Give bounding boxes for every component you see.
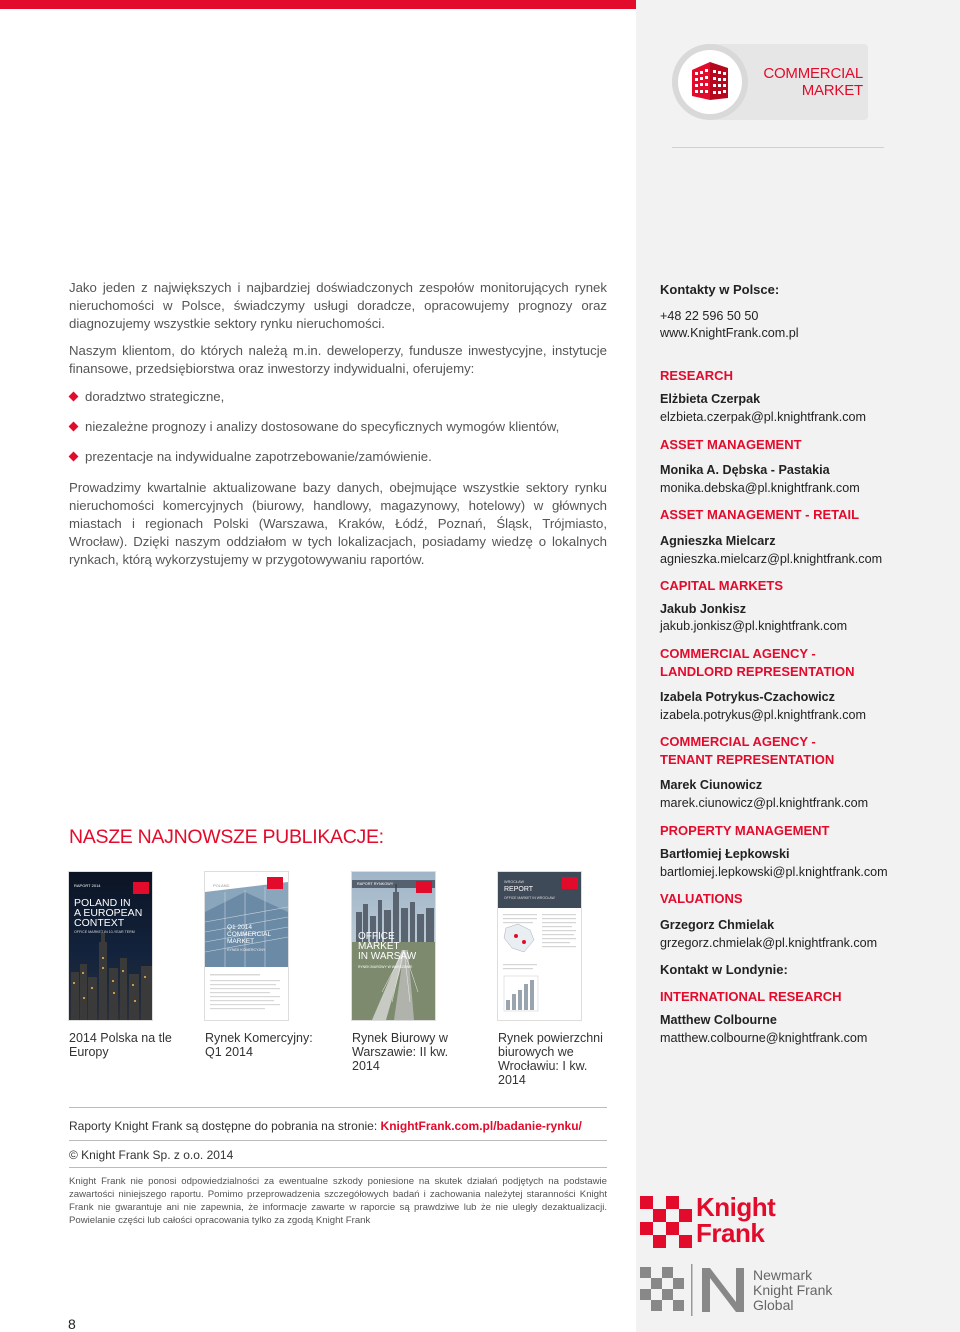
contacts-heading-london: Kontakt w Londynie: <box>660 962 788 978</box>
contact-name: Izabela Potrykus-Czachowicz <box>660 690 835 705</box>
building-icon <box>678 50 742 114</box>
footer-divider <box>69 1167 607 1168</box>
cover-tag: WROCŁAW <box>504 880 525 884</box>
footer-divider <box>69 1140 607 1141</box>
bullet-diamond-icon <box>69 392 79 402</box>
contact-name: Monika A. Dębska - Pastakia <box>660 463 830 478</box>
contact-name: Elżbieta Czerpak <box>660 392 761 407</box>
reports-link[interactable]: KnightFrank.com.pl/badanie-rynku/ <box>380 1119 582 1133</box>
section-landlord-representation: COMMERCIAL AGENCY - LANDLORD REPRESENTATION <box>660 645 855 679</box>
reports-download-line: Raporty Knight Frank są dostępne do pobrania na stronie: KnightFrank.com.pl/badanie-rynku/ <box>69 1119 582 1133</box>
section-capital-markets: CAPITAL MARKETS <box>660 578 784 594</box>
intro-paragraph-2: Naszym klientom, do których należą m.in. deweloperzy, fundusze inwestycyjne, instytucje finansowe, przedsiębiorstwa oraz inwestorzy indywidualni, oferujemy: <box>69 342 607 376</box>
publication-caption: 2014 Polska na tle Europy <box>69 1031 172 1059</box>
contact-email[interactable]: matthew.colbourne@knightfrank.com <box>660 1031 868 1045</box>
footer-divider <box>69 1107 607 1108</box>
contact-name: Marek Ciunowicz <box>660 778 763 793</box>
copyright: © Knight Frank Sp. z o.o. 2014 <box>69 1148 234 1162</box>
newmark-knight-frank-logo <box>640 1262 860 1318</box>
contact-email[interactable]: jakub.jonkisz@pl.knightfrank.com <box>660 619 848 634</box>
badge-line-2: MARKET <box>801 82 863 99</box>
contact-name: Matthew Colbourne <box>660 1013 777 1028</box>
cover-tag: RAPORT RYNKOWY <box>357 882 394 886</box>
bullet-diamond-icon <box>69 422 79 432</box>
contact-website[interactable]: www.KnightFrank.com.pl <box>660 326 799 341</box>
contact-email[interactable]: bartlomiej.lepkowski@pl.knightfrank.com <box>660 864 888 879</box>
page-number: 8 <box>68 1316 76 1332</box>
cover-tag: POLAND <box>213 883 230 888</box>
contact-email[interactable]: monika.debska@pl.knightfrank.com <box>660 480 860 495</box>
bullet-diamond-icon <box>69 452 79 462</box>
section-research: RESEARCH <box>660 367 733 383</box>
contact-name: Bartłomiej Łepkowski <box>660 847 790 862</box>
knight-frank-wordmark: Knight Frank <box>696 1192 776 1248</box>
contact-email[interactable]: izabela.potrykus@pl.knightfrank.com <box>660 707 866 722</box>
publication-caption: Rynek powierzchni biurowych we Wrocławiu: I kw. 2014 <box>498 1031 603 1087</box>
disclaimer: Knight Frank nie ponosi odpowiedzialności za ewentualne szkody poniesione na skutek działań podjętych na podstawie zawartości niniejszego raportu. Pomimo przeprowadzenia szczegółowych badań i zachowania należytej staranności Knight Frank nie gwarantuje ani nie zapewnia, że informacje zawarte w raporcie są prawdziwe lub że nie uległy dezaktualizacji. Powielanie części lub całości opracowania tylko za zgodą Knight Frank <box>69 1176 607 1226</box>
contact-name: Agnieszka Mielcarz <box>660 533 776 548</box>
contact-email[interactable]: grzegorz.chmielak@pl.knightfrank.com <box>660 935 878 950</box>
contact-name: Grzegorz Chmielak <box>660 918 775 933</box>
publication-caption: Rynek Komercyjny: Q1 2014 <box>205 1031 313 1059</box>
cover-subtitle: OFFICE MARKET IN WROCŁAW <box>504 896 555 900</box>
knight-frank-logo <box>640 1192 800 1252</box>
cover-title: REPORT <box>504 886 534 893</box>
cover-tag: RAPORT 2014 <box>74 883 101 888</box>
list-item: niezależne prognozy i analizy dostosowane do specyficznych wymogów klientów, <box>69 418 607 436</box>
newmark-wordmark: Newmark Knight Frank Global <box>753 1267 833 1313</box>
publication-cover-office-warsaw[interactable] <box>352 872 435 1020</box>
contacts-heading-poland: Kontakty w Polsce: <box>660 282 780 297</box>
publication-cover-wroclaw[interactable] <box>498 872 581 1020</box>
section-asset-management-retail: ASSET MANAGEMENT - RETAIL <box>660 507 860 523</box>
cover-subtitle: OFFICE MARKET IN 10-YEAR TERM <box>74 930 135 934</box>
badge-line-1: COMMERCIAL <box>763 65 863 82</box>
contact-email[interactable]: agnieszka.mielcarz@pl.knightfrank.com <box>660 551 883 566</box>
publication-caption: Rynek Biurowy w Warszawie: II kw. 2014 <box>352 1031 449 1073</box>
cover-subtitle: RYNEK KOMERCYJNY <box>227 948 266 952</box>
list-item: doradztwo strategiczne, <box>69 388 607 406</box>
contact-phone: +48 22 596 50 50 <box>660 308 759 323</box>
section-valuations: VALUATIONS <box>660 891 743 907</box>
contact-email[interactable]: elzbieta.czerpak@pl.knightfrank.com <box>660 409 866 424</box>
publications-heading: NASZE NAJNOWSZE PUBLIKACJE: <box>69 826 384 848</box>
intro-paragraph-1: Jako jeden z największych i najbardziej doświadczonych zespołów monitorujących rynek nieruchomości w Polsce, świadczymy usługi doradcze, opracowujemy prognozy oraz diagnozujemy wszystkie sektory rynku nieruchomości. <box>69 280 607 332</box>
publication-cover-poland-europe[interactable] <box>69 872 152 1020</box>
list-item: prezentacje na indywidualne zapotrzebowanie/zamówienie. <box>69 448 607 466</box>
contact-email[interactable]: marek.ciunowicz@pl.knightfrank.com <box>660 796 869 811</box>
contact-name: Jakub Jonkisz <box>660 601 747 616</box>
intro-section <box>69 279 607 578</box>
section-international-research: INTERNATIONAL RESEARCH <box>660 988 842 1004</box>
cover-title: POLAND IN A EUROPEAN CONTEXT <box>74 897 143 929</box>
section-property-management: PROPERTY MANAGEMENT <box>660 822 830 838</box>
contacts-list <box>660 281 940 1048</box>
badge-divider <box>672 147 884 148</box>
publication-cover-commercial-q1[interactable] <box>205 872 288 1020</box>
top-accent-bar <box>0 0 636 9</box>
cover-title: Q1 2014 COMMERCIAL MARKET <box>227 924 272 945</box>
cover-subtitle: RYNEK BIUROWY W WARSZAWIE <box>358 965 413 969</box>
badge-title <box>757 65 863 99</box>
cover-title: OFFICE MARKET IN WARSAW <box>358 931 417 962</box>
services-list <box>69 388 607 467</box>
section-asset-management: ASSET MANAGEMENT <box>660 436 802 452</box>
intro-paragraph-3: Prowadzimy kwartalnie aktualizowane bazy danych, obejmujące wszystkie sektory rynku nieruchomości komercyjnych (biurowy, handlowy, magazynowy, hotelowy) w głównych miastach i regionach Polski (Warszawa, Kraków, Łódź, Poznań, Śląsk, Trójmiasto, Wrocław). Dzięki naszym oddziałom w tych lokalizacjach, posiadamy wiedzę o lokalnych rynkach, którą wykorzystujemy w przygotowywaniu raportów. <box>69 479 607 568</box>
section-tenant-representation: COMMERCIAL AGENCY - TENANT REPRESENTATION <box>660 734 835 767</box>
